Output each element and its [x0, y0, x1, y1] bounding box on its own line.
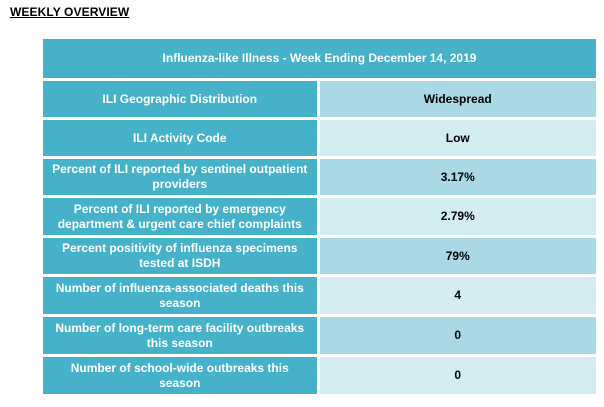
table-title: Influenza-like Illness - Week Ending December 14, 2019: [43, 39, 596, 81]
row-value: 4: [320, 277, 597, 317]
table-row-activity-code: [43, 120, 596, 159]
row-label: Number of influenza-associated deaths this season: [43, 277, 320, 317]
table-row-school-outbreaks: [43, 357, 596, 394]
row-label: Number of school-wide outbreaks this season: [43, 357, 320, 394]
row-value: 79%: [320, 238, 597, 277]
row-label: Percent positivity of influenza specimens tested at ISDH: [43, 238, 320, 277]
weekly-overview-heading: WEEKLY OVERVIEW: [10, 5, 130, 19]
table-title-row: [43, 39, 596, 81]
row-value: 3.17%: [320, 159, 597, 198]
row-label: ILI Geographic Distribution: [43, 81, 320, 120]
row-value: 2.79%: [320, 198, 597, 238]
table-row-specimen-positivity: [43, 238, 596, 277]
table-row-sentinel-providers: [43, 159, 596, 198]
row-label: ILI Activity Code: [43, 120, 320, 159]
weekly-overview-table: [43, 39, 596, 394]
row-value: 0: [320, 317, 597, 357]
row-value: Widespread: [320, 81, 597, 120]
row-value: 0: [320, 357, 597, 394]
row-label: Percent of ILI reported by emergency department & urgent care chief complaints: [43, 198, 320, 238]
table-row-emergency-department: [43, 198, 596, 238]
row-value: Low: [320, 120, 597, 159]
row-label: Percent of ILI reported by sentinel outpatient providers: [43, 159, 320, 198]
table-row-ltc-outbreaks: [43, 317, 596, 357]
row-label: Number of long-term care facility outbreaks this season: [43, 317, 320, 357]
table-row-deaths: [43, 277, 596, 317]
table-row-geographic-distribution: [43, 81, 596, 120]
